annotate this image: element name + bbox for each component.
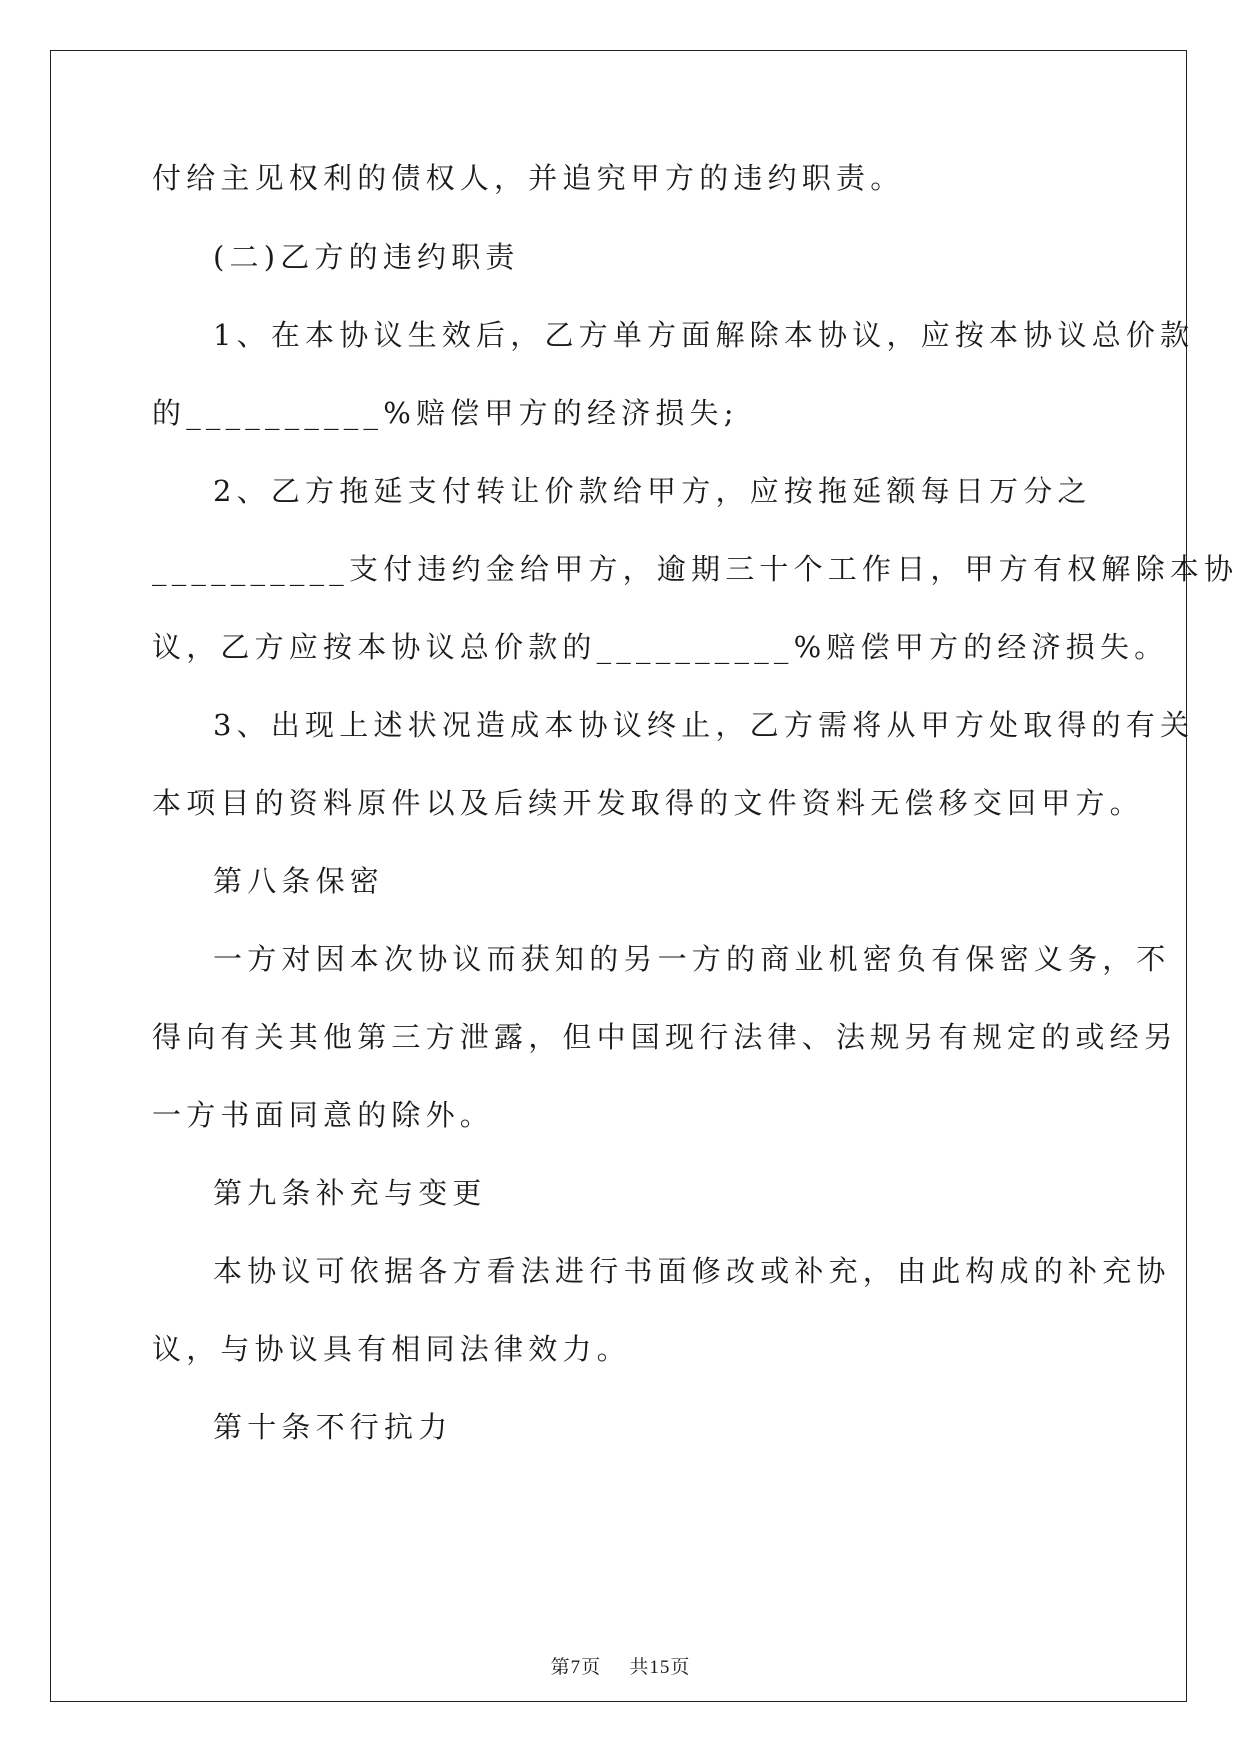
- text-line: 一方对因本次协议而获知的另一方的商业机密负有保密义务，不: [213, 942, 1171, 976]
- article-heading: 第八条保密: [213, 864, 385, 898]
- text-line: 3、出现上述状况造成本协议终止，乙方需将从甲方处取得的有关: [213, 708, 1195, 742]
- text-line: 议，乙方应按本协议总价款的__________%赔偿甲方的经济损失。: [152, 630, 1169, 664]
- text-line: 1、在本协议生效后，乙方单方面解除本协议，应按本协议总价款: [213, 318, 1195, 352]
- section-heading: (二)乙方的违约职责: [213, 240, 520, 274]
- page-number: 7: [570, 1657, 582, 1678]
- total-pages: 15: [649, 1657, 671, 1678]
- text-line: 本协议可依据各方看法进行书面修改或补充，由此构成的补充协: [213, 1254, 1171, 1288]
- page-footer: [0, 1655, 1241, 1680]
- text-line: 议，与协议具有相同法律效力。: [152, 1332, 631, 1366]
- total-prefix: 共: [629, 1656, 650, 1678]
- text-line: 得向有关其他第三方泄露，但中国现行法律、法规另有规定的或经另: [152, 1020, 1179, 1054]
- page-prefix: 第: [550, 1656, 571, 1678]
- total-suffix: 页: [670, 1656, 691, 1678]
- text-line: 一方书面同意的除外。: [152, 1098, 495, 1132]
- text-line: 付给主见权利的债权人，并追究甲方的违约职责。: [152, 161, 905, 195]
- article-heading: 第九条补充与变更: [213, 1176, 487, 1210]
- text-line: __________支付违约金给甲方，逾期三十个工作日，甲方有权解除本协: [152, 552, 1239, 586]
- text-line: 本项目的资料原件以及后续开发取得的文件资料无偿移交回甲方。: [152, 786, 1144, 820]
- text-line: 2、乙方拖延支付转让价款给甲方，应按拖延额每日万分之: [213, 474, 1092, 508]
- text-line: 的__________%赔偿甲方的经济损失;: [152, 396, 739, 430]
- article-heading: 第十条不行抗力: [213, 1410, 453, 1444]
- page-suffix: 页: [581, 1656, 602, 1678]
